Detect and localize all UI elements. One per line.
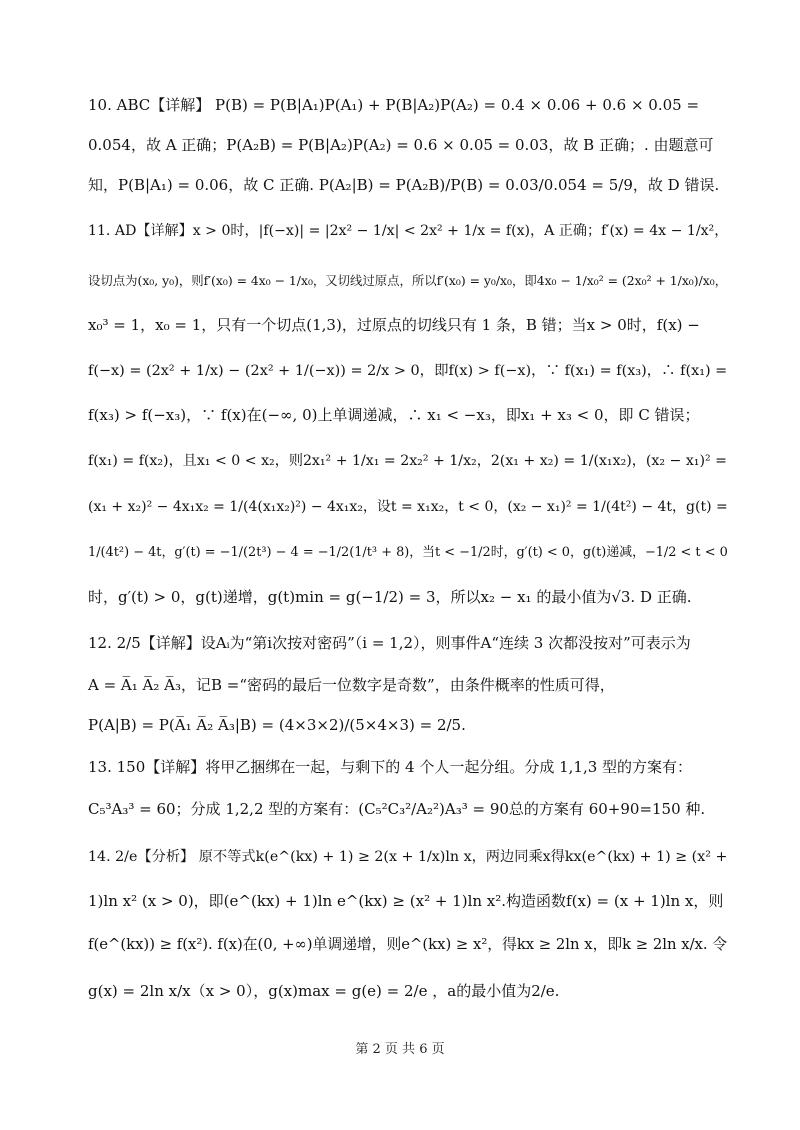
text-line: g(x) = 2ln x/x（x > 0），g(x)max = g(e) = 2/e ，a的最小值为2/e. [88,982,560,1000]
text-line: 12. 2/5【详解】设Aᵢ为“第i次按对密码”（i = 1,2），则事件A“连续 3 次都没按对”可表示为 [88,634,691,652]
text-line: 0.054，故 A 正确；P(A₂B) = P(B|A₂)P(A₂) = 0.6 × 0.05 = 0.03，故 B 正确；. 由题意可 [88,136,714,154]
text-line: x₀³ = 1，x₀ = 1，只有一个切点(1,3)，过原点的切线只有 1 条，B 错；当x > 0时，f(x) − [88,316,700,334]
text-line: 时，g′(t) > 0，g(t)递增，g(t)min = g(−1/2) = 3，所以x₂ − x₁ 的最小值为√3. D 正确. [88,588,692,606]
text-line: 11. AD【详解】x > 0时，|f(−x)| = |2x² − 1/x| < 2x² + 1/x = f(x)，A 正确；f′(x) = 4x − 1/x²， [88,223,729,239]
text-line: f(−x) = (2x² + 1/x) − (2x² + 1/(−x)) = 2/x > 0，即f(x) > f(−x)，∵ f(x₁) = f(x₃)，∴ f(x₁) = [88,363,728,379]
text-line: 1)ln x² (x > 0)，即(e^(kx) + 1)ln e^(kx) ≥ (x² + 1)ln x².构造函数f(x) = (x + 1)ln x，则 [88,892,724,910]
text-line: A = A̅₁ A̅₂ A̅₃，记B =“密码的最后一位数字是奇数”，由条件概率的性质可得， [88,676,615,694]
text-line: 知，P(B|A₁) = 0.06，故 C 正确. P(A₂|B) = P(A₂B)/P(B) = 0.03/0.054 = 5/9，故 D 错误. [88,176,720,194]
text-line: P(A|B) = P(A̅₁ A̅₂ A̅₃|B) = (4×3×2)/(5×4×3) = 2/5. [88,716,466,734]
text-line: f(x₁) = f(x₂)，且x₁ < 0 < x₂，则2x₁² + 1/x₁ = 2x₂² + 1/x₂，2(x₁ + x₂) = 1/(x₁x₂)，(x₂ − x₁)² = [88,453,727,469]
text-line: 1/(4t²) − 4t，g′(t) = −1/(2t³) − 4 = −1/2(1/t³ + 8)，当t < −1/2时，g′(t) < 0，g(t)递减，−1/2 < t < 0 [88,545,728,560]
text-line: 13. 150【详解】将甲乙捆绑在一起，与剩下的 4 个人一起分组。分成 1,1,3 型的方案有： [88,758,693,776]
page-footer: 第 2 页 共 6 页 [355,1042,445,1057]
text-line: C₅³A₃³ = 60；分成 1,2,2 型的方案有：(C₅²C₃²/A₂²)A₃³ = 90总的方案有 60+90=150 种. [88,800,706,818]
text-line: f(x₃) > f(−x₃)，∵ f(x)在(−∞, 0)上单调递减，∴ x₁ < −x₃，即x₁ + x₃ < 0，即 C 错误； [88,406,700,424]
text-line: (x₁ + x₂)² − 4x₁x₂ = 1/(4(x₁x₂)²) − 4x₁x₂，设t = x₁x₂，t < 0，(x₂ − x₁)² = 1/(4t²) − 4t，g(t) = [88,499,728,515]
text-line: f(e^(kx)) ≥ f(x²). f(x)在(0, +∞)单调递增，则e^(kx) ≥ x²，得kx ≥ 2ln x，即k ≥ 2ln x/x. 令 [88,936,728,953]
text-line: 10. ABC【详解】 P(B) = P(B|A₁)P(A₁) + P(B|A₂)P(A₂) = 0.4 × 0.06 + 0.6 × 0.05 = [88,96,700,114]
text-line: 14. 2/e【分析】 原不等式k(e^(kx) + 1) ≥ 2(x + 1/x)ln x，两边同乘x得kx(e^(kx) + 1) ≥ (x² + [88,849,728,865]
text-line: 设切点为(x₀, y₀)，则f′(x₀) = 4x₀ − 1/x₀，又切线过原点，所以f′(x₀) = y₀/x₀，即4x₀ − 1/x₀² = (2x₀² + 1/x₀)/x₀， [88,273,728,288]
